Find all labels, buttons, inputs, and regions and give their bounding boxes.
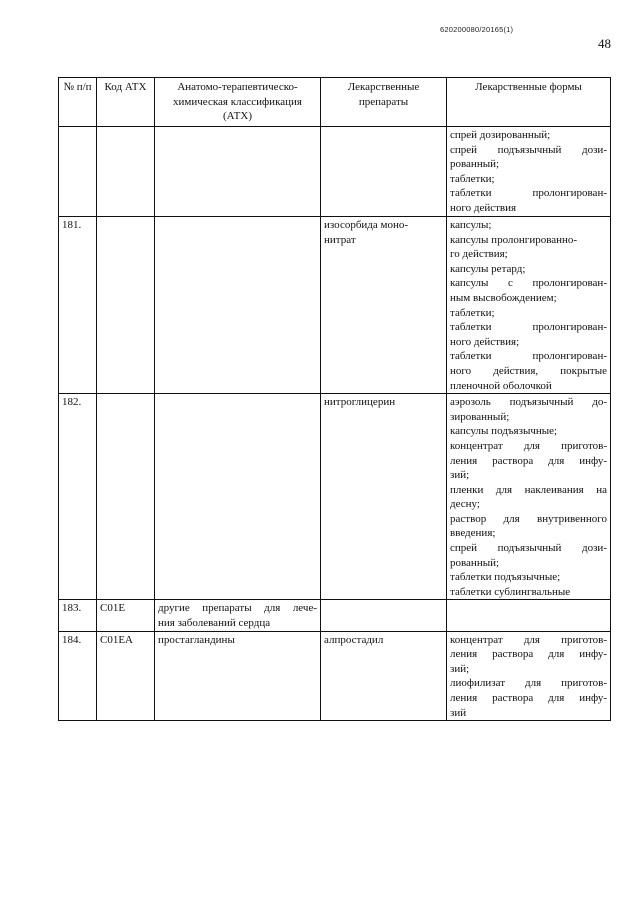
cell-line: алпростадил — [324, 633, 384, 646]
table-row — [59, 600, 611, 631]
cell-line: спрей подъязычный дози- — [450, 542, 607, 555]
cell-forms — [447, 600, 611, 631]
cell-line: другие препараты для лече- — [158, 602, 317, 615]
cell-line: таблетки; — [450, 306, 495, 319]
cell-line: спрей подъязычный дози- — [450, 143, 607, 156]
cell-num: 184. — [59, 631, 97, 721]
cell-drugs — [321, 217, 447, 394]
cell-line: спрей дозированный; — [450, 129, 551, 141]
cell-line: лиофилизат для приготов- — [450, 677, 607, 690]
cell-forms — [447, 394, 611, 600]
cell-line: простагландины — [158, 633, 235, 646]
cell-line: концентрат для приготов- — [450, 633, 607, 646]
cell-drugs — [321, 631, 447, 721]
document-code: 620200080/20165(1) — [440, 25, 514, 34]
cell-line: зий; — [450, 662, 470, 675]
cell-line: таблетки сублингвальные — [450, 585, 571, 598]
header-classification: Анатомо-терапевтическо-химическая классификация (АТХ) — [155, 78, 321, 127]
cell-line: ного действия; — [450, 335, 520, 348]
cell-num — [59, 127, 97, 217]
cell-forms — [447, 217, 611, 394]
cell-drugs — [321, 394, 447, 600]
cell-classification — [155, 394, 321, 600]
cell-classification — [155, 127, 321, 217]
cell-line: концентрат для приготов- — [450, 439, 607, 452]
cell-line: нитрат — [324, 233, 356, 246]
cell-line: таблетки пролонгирован- — [450, 187, 607, 200]
cell-atx-code — [97, 217, 155, 394]
cell-line: пленки для наклеивания на — [450, 483, 607, 496]
cell-line: ления раствора для инфу- — [450, 692, 607, 704]
cell-line: зий; — [450, 469, 470, 482]
cell-line: аэрозоль подъязычный до- — [450, 396, 607, 409]
header-forms: Лекарственные формы — [447, 78, 611, 127]
table-row — [59, 217, 611, 394]
cell-num: 183. — [59, 600, 97, 631]
cell-line: ного действия, покрытые — [450, 364, 607, 377]
cell-atx-code: C01E — [97, 600, 155, 631]
header-drugs: Лекарственные препараты — [321, 78, 447, 127]
cell-drugs — [321, 127, 447, 217]
cell-line: рованный; — [450, 556, 500, 569]
cell-line: капсулы ретард; — [450, 262, 526, 275]
cell-line: капсулы; — [450, 219, 492, 231]
cell-atx-code — [97, 127, 155, 217]
cell-line: зий — [450, 706, 467, 719]
cell-line: го действия; — [450, 248, 508, 261]
header-row — [59, 78, 611, 127]
header-num: № п/п — [59, 78, 97, 127]
drug-list-table — [58, 77, 611, 721]
cell-line: капсулы подъязычные; — [450, 425, 558, 438]
cell-atx-code — [97, 394, 155, 600]
header-atx-code: Код АТХ — [97, 78, 155, 127]
cell-line: пленочной оболочкой — [450, 379, 552, 392]
table-body — [59, 127, 611, 721]
cell-line: таблетки подъязычные; — [450, 571, 561, 584]
table-header — [59, 78, 611, 127]
cell-line: таблетки пролонгирован- — [450, 350, 607, 363]
cell-line: зированный; — [450, 410, 510, 423]
cell-forms — [447, 631, 611, 721]
cell-line: десну; — [450, 498, 480, 511]
cell-line: таблетки пролонгирован- — [450, 321, 607, 334]
cell-line: ния заболеваний сердца — [158, 617, 271, 630]
cell-classification — [155, 631, 321, 721]
cell-line: рованный; — [450, 158, 500, 171]
cell-line: ным высвобождением; — [450, 291, 557, 304]
cell-line: ления раствора для инфу- — [450, 648, 607, 661]
page-number: 48 — [598, 36, 611, 51]
table-row — [59, 631, 611, 721]
cell-line: капсулы пролонгированно- — [450, 233, 578, 246]
cell-line: капсулы с пролонгирован- — [450, 277, 607, 290]
cell-line: ления раствора для инфу- — [450, 454, 607, 467]
cell-forms — [447, 127, 611, 217]
cell-classification — [155, 217, 321, 394]
cell-num: 181. — [59, 217, 97, 394]
cell-classification — [155, 600, 321, 631]
cell-line: нитроглицерин — [324, 396, 396, 409]
cell-num: 182. — [59, 394, 97, 600]
table-row — [59, 127, 611, 217]
cell-line: ного действия — [450, 201, 517, 214]
cell-atx-code: C01EA — [97, 631, 155, 721]
cell-line: изосорбида моно- — [324, 219, 409, 231]
cell-drugs — [321, 600, 447, 631]
cell-line: введения; — [450, 527, 496, 540]
cell-line: раствор для внутривенного — [450, 512, 607, 525]
table-row — [59, 394, 611, 600]
cell-line: таблетки; — [450, 172, 495, 185]
